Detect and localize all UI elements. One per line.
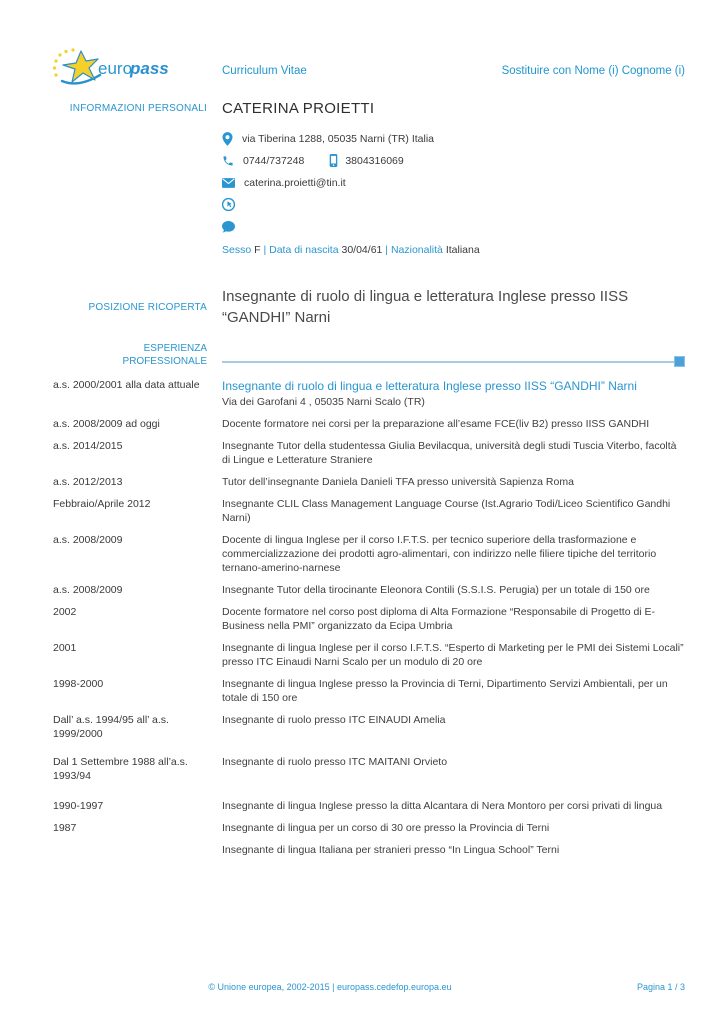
document-title: Curriculum Vitae xyxy=(222,64,307,77)
separator: | xyxy=(263,244,267,256)
divider-end-square xyxy=(674,356,685,367)
experience-entry xyxy=(50,755,685,783)
contact-block xyxy=(50,131,685,256)
person-name: CATERINA PROIETTI xyxy=(222,100,375,117)
experience-entry xyxy=(50,533,685,575)
separator: | xyxy=(385,244,389,256)
experience-date: a.s. 2014/2015 xyxy=(53,440,123,452)
position-section xyxy=(50,286,685,328)
experience-description: Insegnante di ruolo presso ITC EINAUDI Amelia xyxy=(222,714,446,726)
position-headline: Insegnante di ruolo di lingua e letteratura Inglese presso IISS “GANDHI” Narni xyxy=(222,288,629,326)
experience-date: 1987 xyxy=(53,822,77,834)
experience-entry xyxy=(50,843,685,857)
experience-subtitle: Via dei Garofani 4 , 05035 Narni Scalo (TR) xyxy=(222,396,425,408)
experience-label-line2: PROFESSIONALE xyxy=(122,356,207,367)
europass-logo xyxy=(50,48,168,88)
experience-entry xyxy=(50,439,685,467)
experience-entry xyxy=(50,799,685,813)
experience-date: Dal 1 Settembre 1988 all’a.s. 1993/94 xyxy=(53,756,188,782)
experience-date: a.s. 2008/2009 xyxy=(53,534,123,546)
experience-entry xyxy=(50,821,685,835)
experience-entry xyxy=(50,677,685,705)
logo-text-pass: pass xyxy=(130,59,168,78)
phone-number: 0744/737248 xyxy=(243,154,305,167)
experience-description: Tutor dell’insegnante Daniela Danieli TFA presso università Sapienza Roma xyxy=(222,476,574,488)
experience-description: Insegnante di lingua Inglese presso la Provincia di Terni, Dipartimento Servizi Ambientali, per un totale di 150 ore xyxy=(222,678,668,704)
experience-section-header xyxy=(50,342,685,368)
logo-text-euro: euro xyxy=(98,59,133,78)
experience-entry xyxy=(50,713,685,741)
experience-date: Dall’ a.s. 1994/95 all’ a.s. 1999/2000 xyxy=(53,714,169,740)
sex-value: F xyxy=(254,244,261,256)
experience-description: Insegnante di lingua Inglese per il corso I.F.T.S. “Esperto di Marketing per le PMI dei Sistemi Locali” presso ITC Einaudi Narni Scalo per un modulo di 20 ore xyxy=(222,642,684,668)
phone-row xyxy=(222,153,685,168)
experience-date: Febbraio/Aprile 2012 xyxy=(53,498,151,510)
experience-entry xyxy=(50,497,685,525)
footer-page-number: Pagina 1 / 3 xyxy=(636,982,685,992)
envelope-icon xyxy=(222,178,235,188)
experience-date: a.s. 2012/2013 xyxy=(53,476,123,488)
divider-line xyxy=(222,361,674,363)
birthdate-value: 30/04/61 xyxy=(341,244,383,256)
instant-messaging-row xyxy=(222,219,685,234)
experience-date: 1990-1997 xyxy=(53,800,104,812)
email-text: caterina.proietti@tin.it xyxy=(244,176,346,189)
experience-description: Insegnante di lingua per un corso di 30 ore presso la Provincia di Terni xyxy=(222,822,550,834)
experience-description: Docente formatore nei corsi per la preparazione all’esame FCE(liv B2) presso IISS GANDHI xyxy=(222,418,650,430)
experience-entry xyxy=(50,475,685,489)
sex-birth-nationality-row xyxy=(222,244,685,256)
header xyxy=(50,48,685,88)
experience-description: Insegnante di ruolo presso ITC MAITANI Orvieto xyxy=(222,756,448,768)
nationality-value: Italiana xyxy=(445,244,480,256)
experience-description: Insegnante di lingua Italiana per stranieri presso “In Lingua School” Terni xyxy=(222,844,560,856)
sex-label: Sesso xyxy=(222,244,252,256)
experience-date xyxy=(50,843,207,857)
experience-list xyxy=(50,378,685,857)
experience-date: a.s. 2008/2009 ad oggi xyxy=(53,418,160,430)
mobile-number: 3804316069 xyxy=(345,154,404,167)
footer-copyright: © Unione europea, 2002-2015 | europass.cedefop.europa.eu xyxy=(208,982,452,992)
personal-info-label: INFORMAZIONI PERSONALI xyxy=(69,103,207,114)
experience-title: Insegnante di ruolo di lingua e letteratura Inglese presso IISS “GANDHI” Narni xyxy=(222,379,637,393)
experience-description: Insegnante Tutor della studentessa Giulia Bevilacqua, università degli studi Tuscia Viterbo, facoltà di Lingue e Letterature Straniere xyxy=(222,440,677,466)
mobile-phone-icon xyxy=(329,154,338,167)
experience-entry xyxy=(50,417,685,431)
experience-date: a.s. 2000/2001 alla data attuale xyxy=(53,379,200,391)
section-divider xyxy=(222,355,685,368)
mobile-group xyxy=(329,154,403,167)
experience-description: Insegnante di lingua Inglese presso la ditta Alcantara di Nera Montoro per corsi privati di lingua xyxy=(222,800,663,812)
email-row xyxy=(222,175,685,190)
nationality-label: Nazionalità xyxy=(390,244,443,256)
chat-bubble-icon xyxy=(222,221,235,233)
experience-date: 2002 xyxy=(53,606,77,618)
website-row xyxy=(222,197,685,212)
experience-description: Insegnante Tutor della tirocinante Eleonora Contili (S.S.I.S. Perugia) per un totale di 150 ore xyxy=(222,584,650,596)
birthdate-label: Data di nascita xyxy=(269,244,339,256)
page-footer xyxy=(50,982,685,996)
address-text: via Tiberina 1288, 05035 Narni (TR) Italia xyxy=(242,132,435,145)
experience-entry xyxy=(50,583,685,597)
position-label: POSIZIONE RICOPERTA xyxy=(88,301,207,313)
experience-entry xyxy=(50,605,685,633)
name-placeholder-hint: Sostituire con Nome (i) Cognome (i) xyxy=(501,64,685,77)
logo-star-figure xyxy=(63,51,98,82)
personal-info-section xyxy=(50,100,685,117)
experience-label-line1: ESPERIENZA xyxy=(143,343,207,354)
experience-entry xyxy=(50,641,685,669)
experience-date: a.s. 2008/2009 xyxy=(53,584,123,596)
website-globe-icon xyxy=(222,198,235,211)
experience-description: Docente formatore nel corso post diploma di Alta Formazione “Responsabile di Progetto di E-Business nella PMI” organizzato da Ecipa Umbria xyxy=(222,606,656,632)
experience-description: Insegnante CLIL Class Management Language Course (Ist.Agrario Todi/Liceo Scientifico Gandhi Narni) xyxy=(222,498,671,524)
address-row xyxy=(222,131,685,146)
experience-date: 2001 xyxy=(53,642,77,654)
experience-description: Docente di lingua Inglese per il corso I.F.T.S. per tecnico superiore della trasformazione e commercializzazione dei prodotti agro-alimentari, con indirizzo nelle filiere tipiche del territorio ternano-amerino-narnese xyxy=(222,534,657,574)
phone-icon xyxy=(222,155,234,167)
location-pin-icon xyxy=(222,132,233,146)
experience-entry xyxy=(50,378,685,409)
experience-date: 1998-2000 xyxy=(53,678,104,690)
